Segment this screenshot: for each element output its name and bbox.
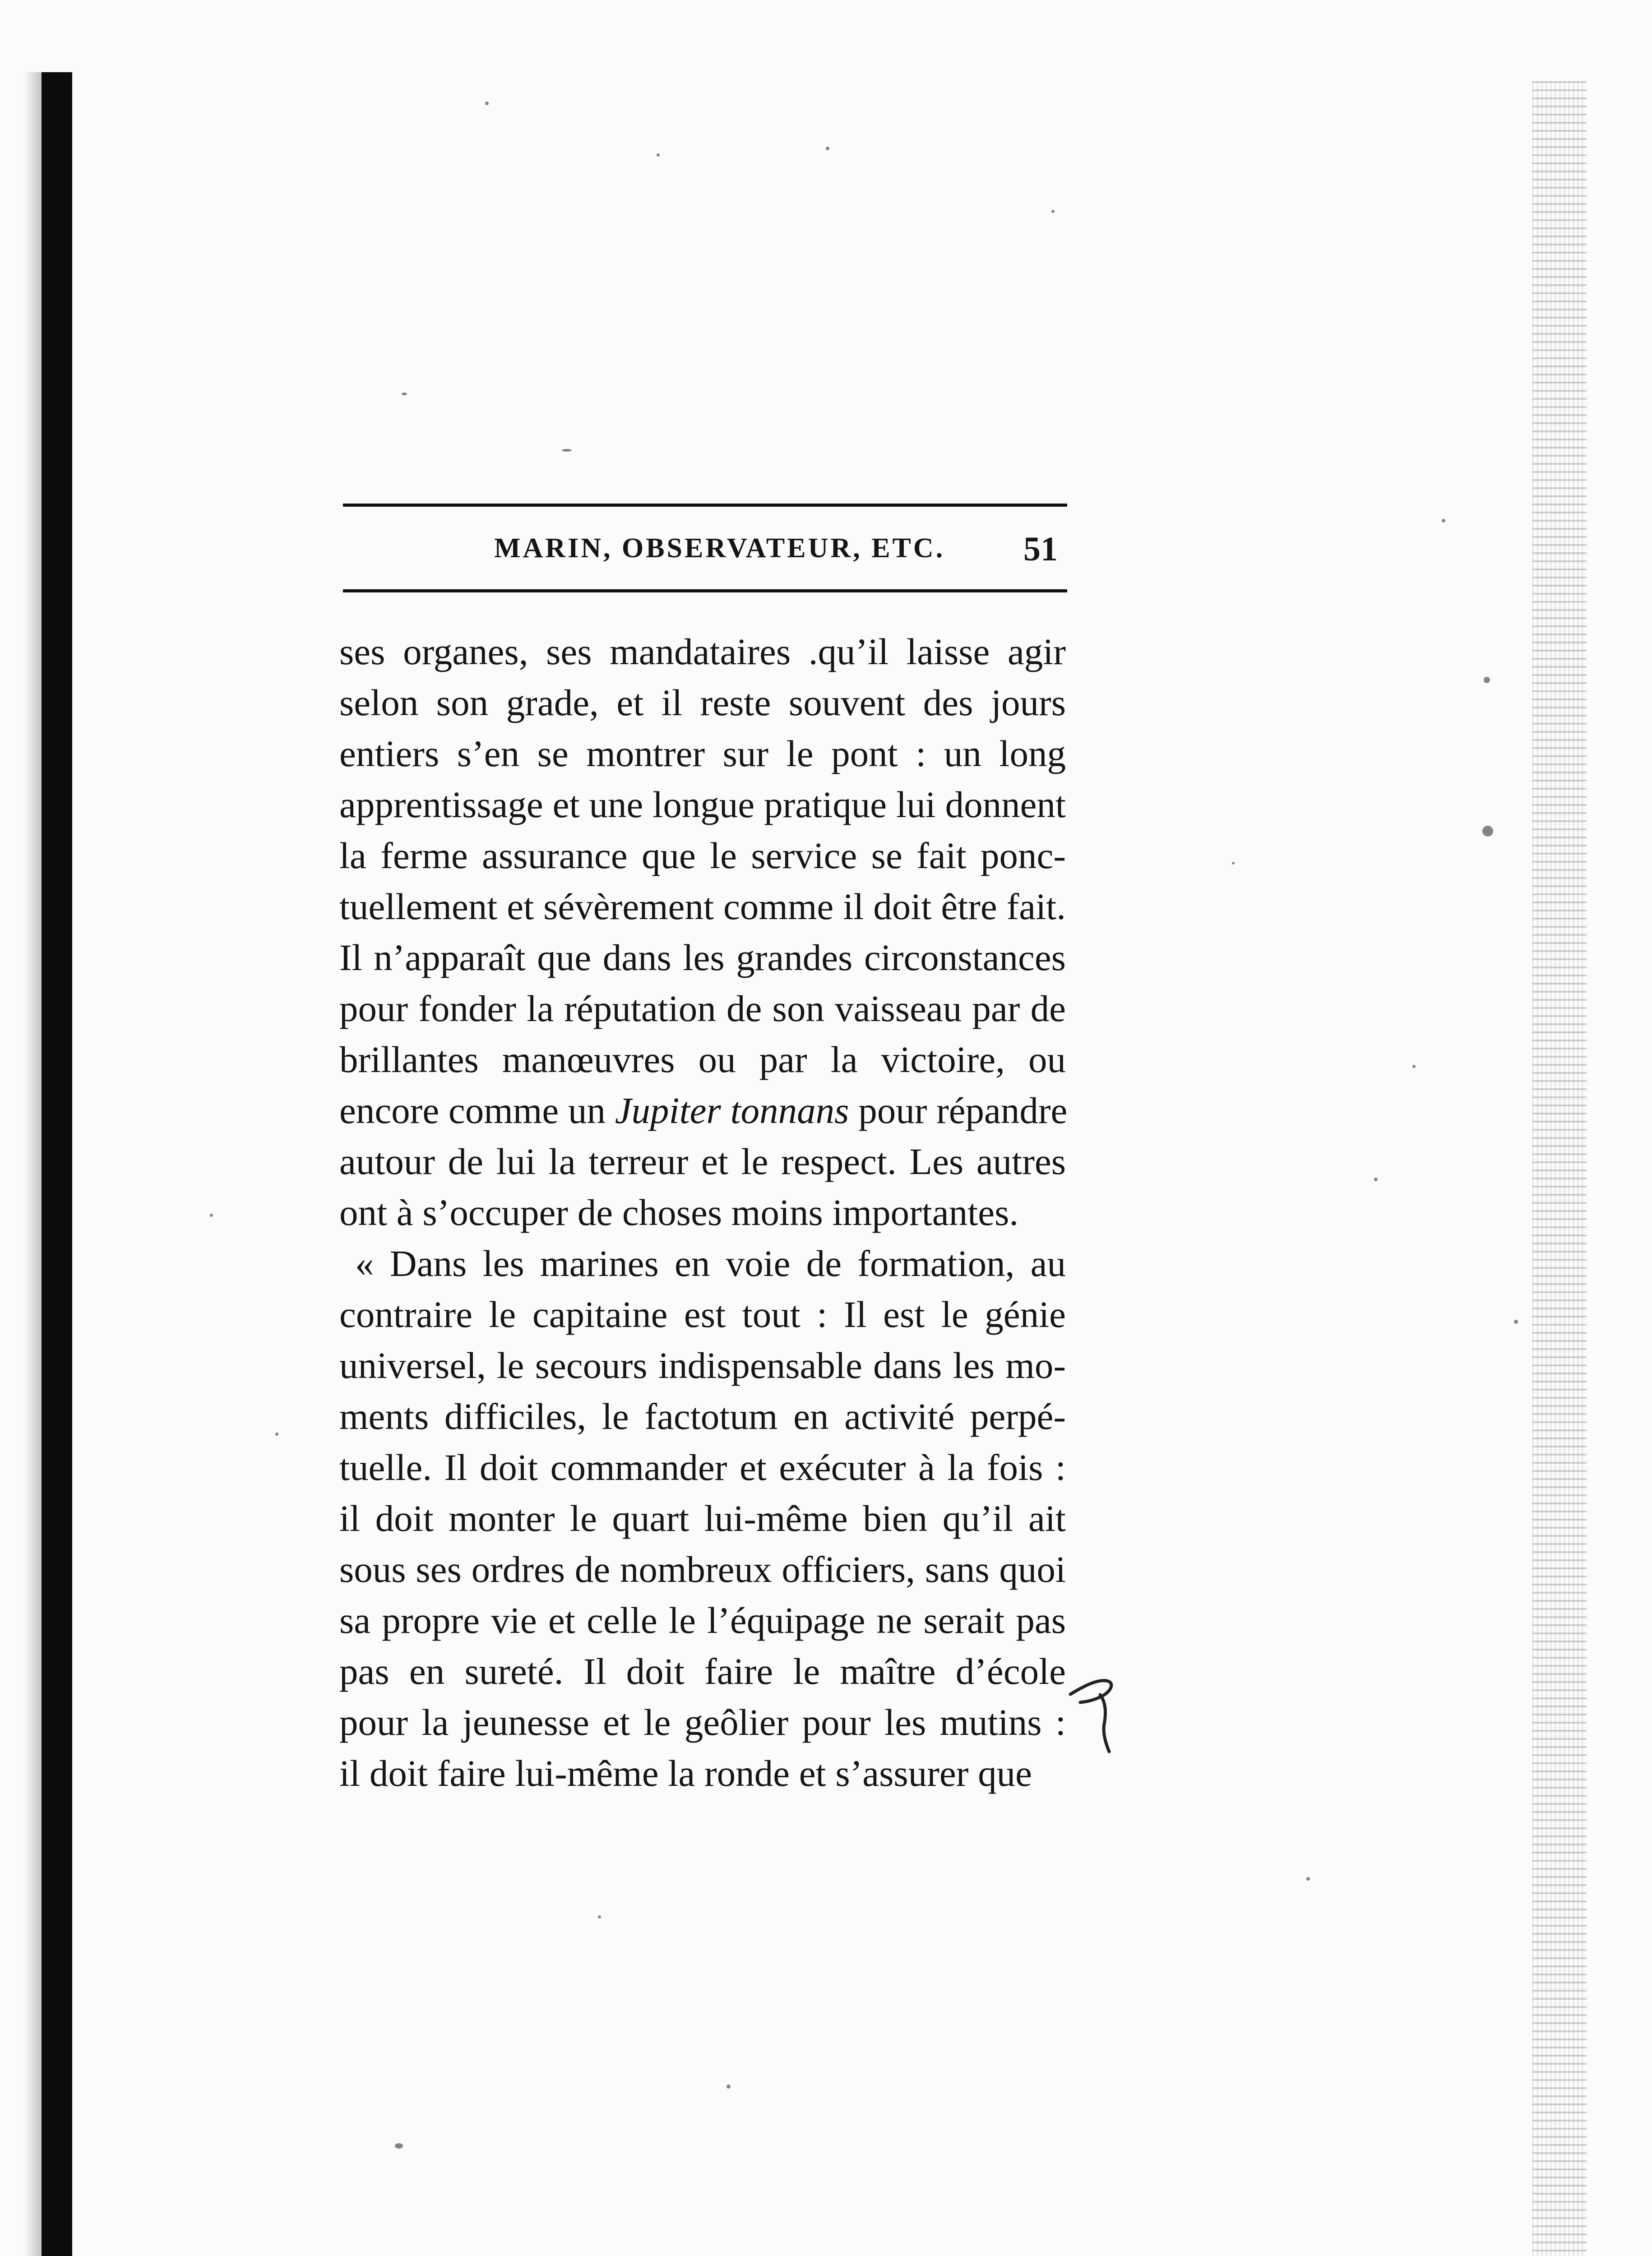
body-line: il doit faire lui-même la ronde et s’assurer que <box>339 1752 1032 1794</box>
handwritten-margin-mark <box>1065 1669 1133 1769</box>
body-line: « Dans les marines en voie de formation, au <box>355 1243 1066 1284</box>
dust-speck <box>598 1915 601 1919</box>
body-line: sa propre vie et celle le l’équipage ne serait pas <box>339 1600 1066 1641</box>
dust-speck <box>1442 519 1445 522</box>
body-line: autour de lui la terreur et le respect. Les autres <box>339 1141 1066 1182</box>
dust-speck <box>395 2143 403 2149</box>
body-text-column <box>339 626 1066 1799</box>
binding-edge-shadow <box>42 72 72 2256</box>
body-line: apprentissage et une longue pratique lui donnent <box>339 784 1066 825</box>
dust-speck <box>826 147 829 150</box>
body-line-segment: encore comme un <box>339 1090 615 1131</box>
dust-speck <box>275 1433 278 1436</box>
header-bottom-rule <box>343 589 1067 592</box>
dust-speck <box>1232 862 1235 864</box>
italic-phrase: Jupiter tonnans <box>615 1090 849 1131</box>
dust-speck <box>562 449 572 452</box>
body-line: contraire le capitaine est tout : Il est le génie <box>339 1294 1066 1335</box>
dust-speck <box>1374 1178 1378 1181</box>
dust-speck <box>485 102 489 105</box>
body-line: ments difficiles, le factotum en activité perpé- <box>339 1396 1066 1437</box>
body-line: la ferme assurance que le service se fait ponc- <box>339 835 1066 876</box>
dust-speck <box>210 1214 213 1217</box>
running-head: MARIN, OBSERVATEUR, ETC. <box>494 533 945 564</box>
page-number: 51 <box>1023 530 1058 568</box>
header-top-rule <box>343 504 1067 507</box>
scan-noise-margin <box>1532 81 1587 2256</box>
body-line: entiers s’en se montrer sur le pont : un long <box>339 733 1066 774</box>
body-line: pour la jeunesse et le geôlier pour les mutins : <box>339 1701 1066 1743</box>
body-line: Il n’apparaît que dans les grandes circonstances <box>339 937 1066 978</box>
dust-speck <box>657 153 660 157</box>
dust-speck <box>727 2085 731 2089</box>
dust-speck <box>402 393 407 395</box>
body-line: selon son grade, et il reste souvent des jours <box>339 682 1066 723</box>
body-line: pas en sureté. Il doit faire le maître d’école <box>339 1650 1066 1692</box>
body-line: tuellement et sévèrement comme il doit être fait. <box>339 886 1066 927</box>
body-line: ses organes, ses mandataires .qu’il laisse agir <box>339 631 1066 672</box>
dust-speck <box>1306 1877 1310 1881</box>
body-line: tuelle. Il doit commander et exécuter à la fois : <box>339 1447 1066 1488</box>
body-line: brillantes manœuvres ou par la victoire, ou <box>339 1039 1066 1080</box>
body-line: il doit monter le quart lui-même bien qu’il ait <box>339 1498 1066 1539</box>
dust-speck <box>1412 1065 1416 1068</box>
body-line-with-italic-phrase <box>339 1085 1066 1136</box>
body-line: sous ses ordres de nombreux officiers, sans quoi <box>339 1549 1066 1590</box>
body-line: universel, le secours indispensable dans les mo- <box>339 1345 1066 1386</box>
dust-speck <box>1482 826 1493 837</box>
body-line-segment: pour répandre <box>849 1090 1068 1131</box>
dust-speck <box>1051 210 1055 213</box>
dust-speck <box>1484 677 1490 683</box>
body-line: pour fonder la réputation de son vaisseau par de <box>339 988 1066 1029</box>
dust-speck <box>1514 1320 1518 1324</box>
body-line: ont à s’occuper de choses moins importantes. <box>339 1192 1019 1233</box>
